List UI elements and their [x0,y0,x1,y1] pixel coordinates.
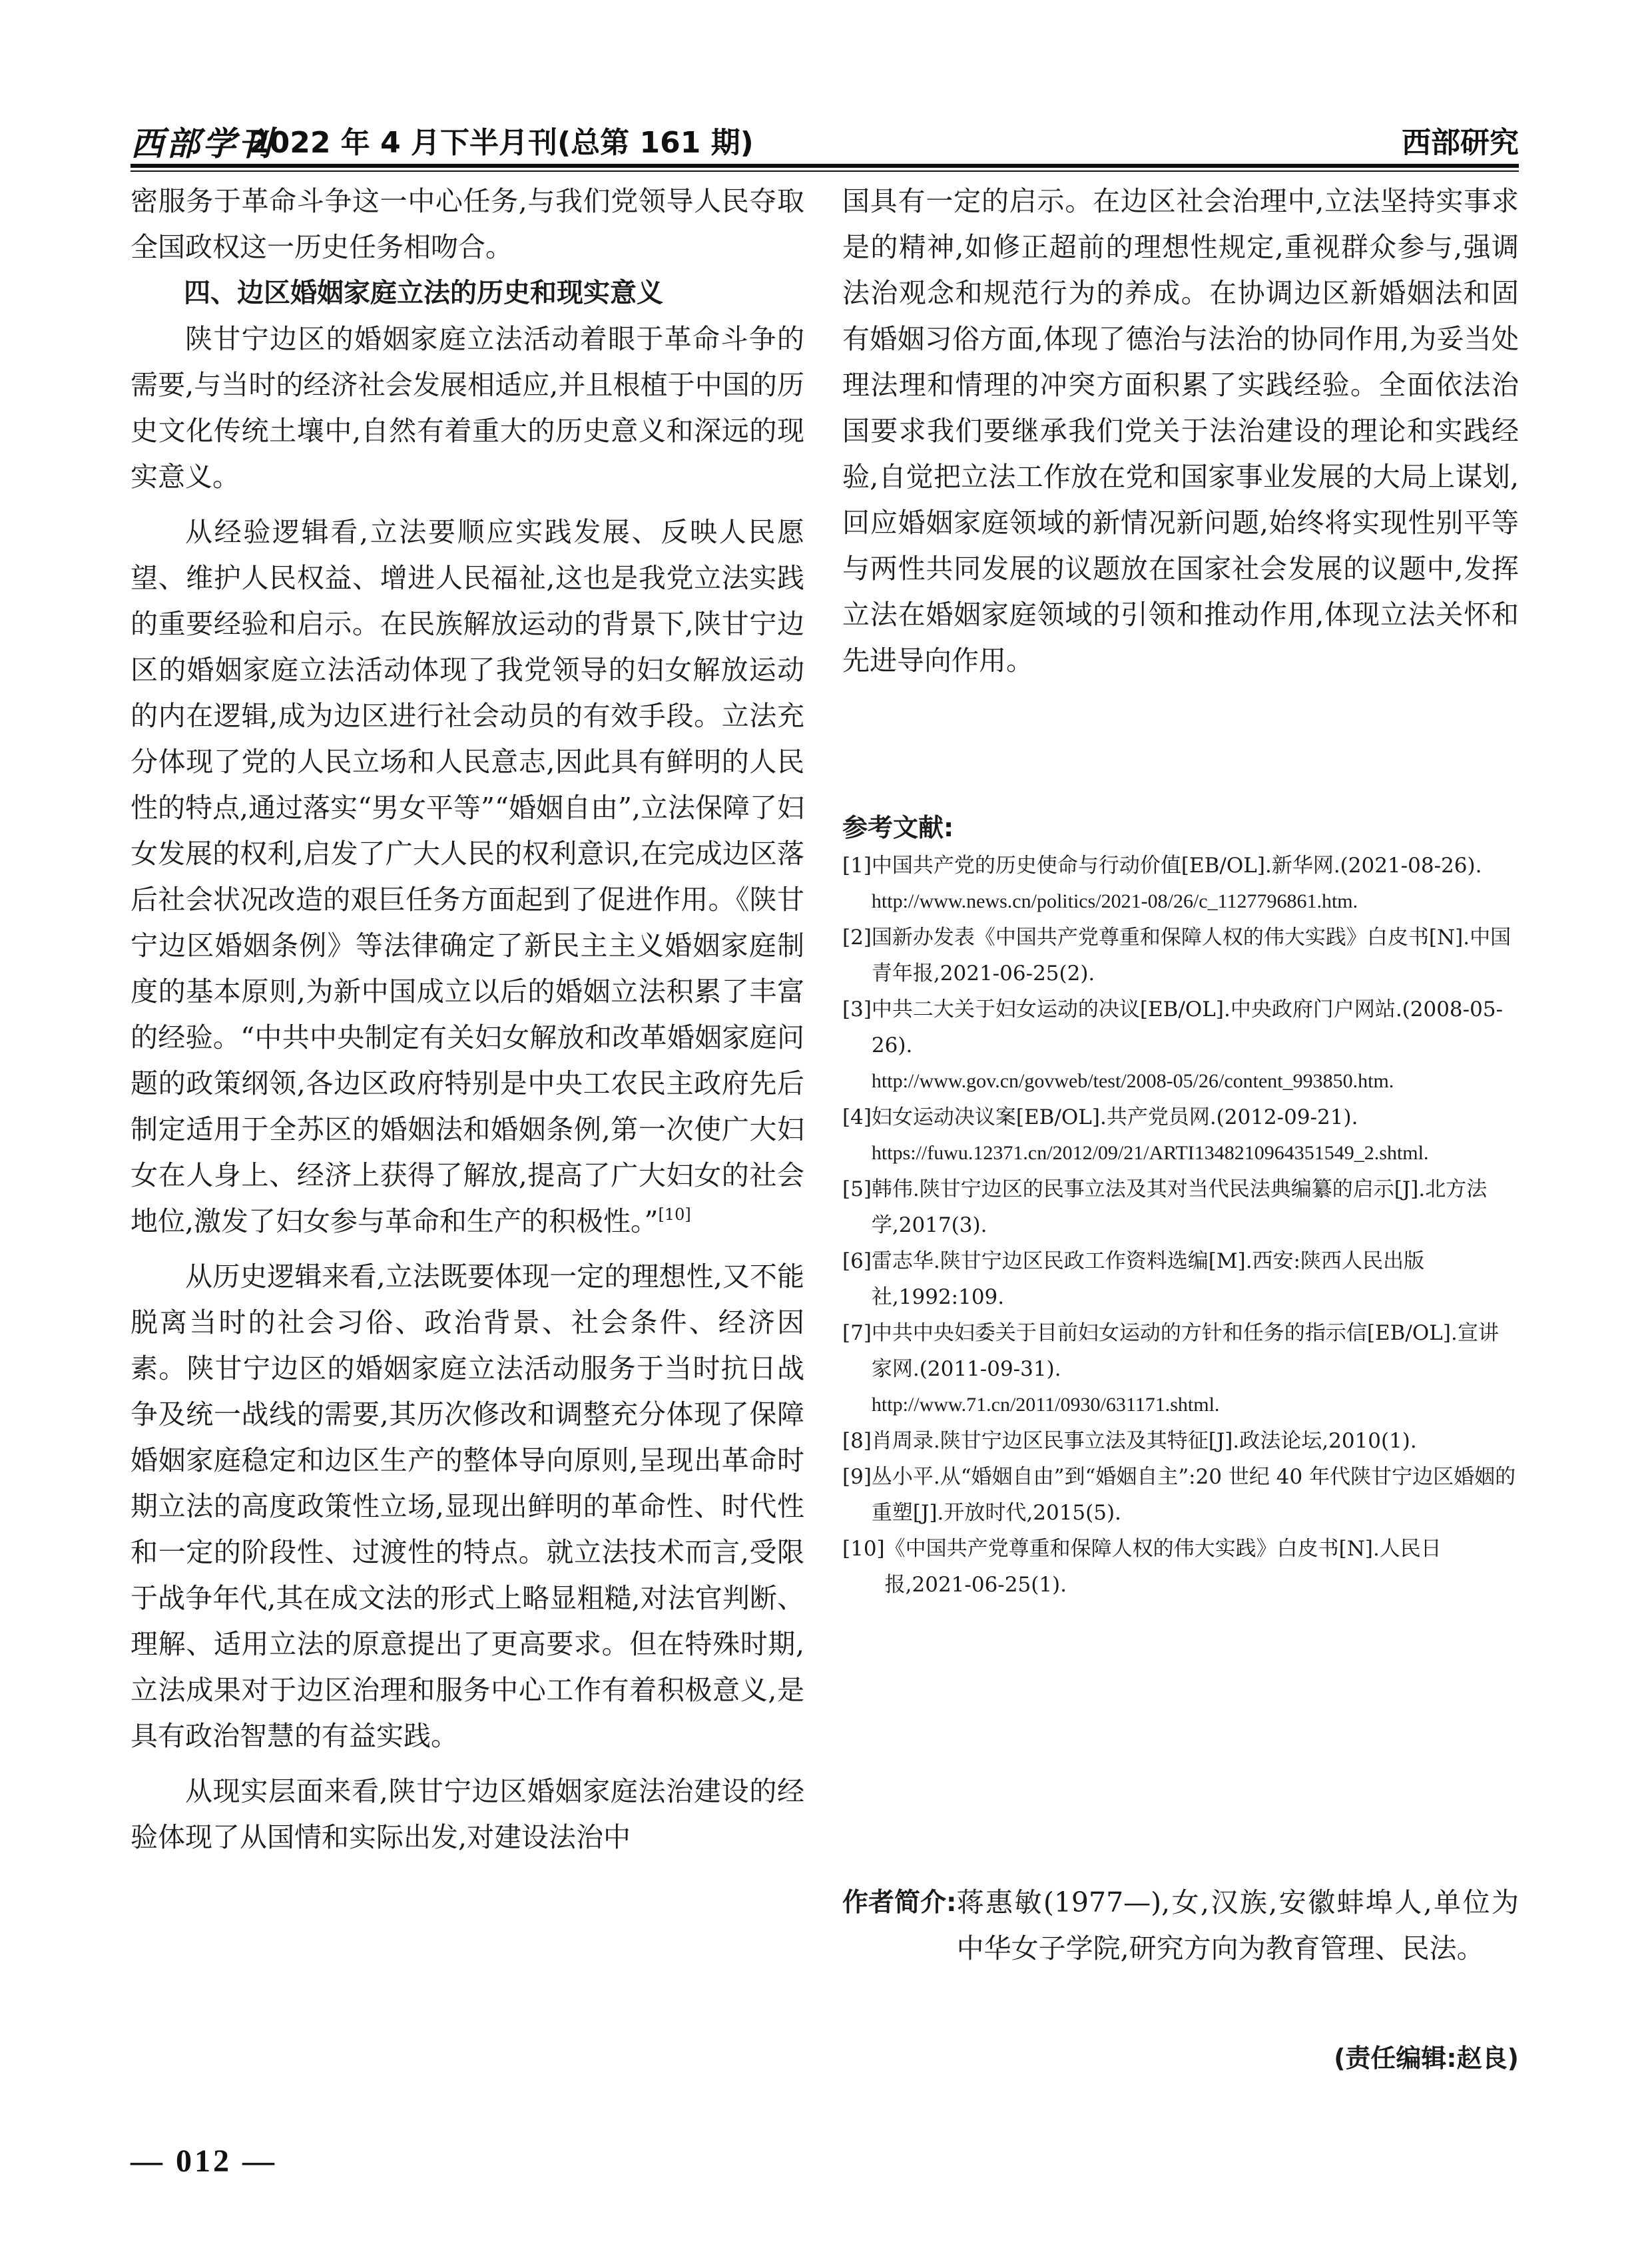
left-column [131,178,804,1860]
reference-item [842,1459,1519,1531]
reference-body [872,991,1519,1099]
reference-body [872,848,1519,920]
issue-info: 2022 年 4 月下半月刊(总第 161 期) [249,126,754,160]
reference-body [872,1099,1519,1171]
reference-number: [8] [842,1429,872,1453]
section-heading: 四、边区婚姻家庭立法的历史和现实意义 [184,278,663,308]
paragraph: 国具有一定的启示。在边区社会治理中,立法坚持实事求是的精神,如修正超前的理想性规定,重视群众参与,强调法治观念和规范行为的养成。在协调边区新婚姻法和固有婚姻习俗方面,体现了德治与法治的协同作用,为妥当处理法理和情理的冲突方面积累了实践经验。全面依法治国要求我们要继承我们党关于法治建设的理论和实践经验,自觉把立法工作放在党和国家事业发展的大局上谋划,回应婚姻家庭领域的新情况新问题,始终将实现性别平等与两性共同发展的议题放在国家社会发展的议题中,发挥立法在婚姻家庭领域的引领和推动作用,体现立法关怀和先进导向作用。 [842,185,1519,677]
author-bio [842,1880,1519,1972]
reference-number: [1] [842,854,872,878]
reference-item [842,1243,1519,1315]
reference-item [842,1531,1519,1603]
reference-body [872,920,1519,991]
author-bio-label: 作者简介: [842,1888,957,1918]
paragraph-text: 从经验逻辑看,立法要顺应实践发展、反映人民愿望、维护人民权益、增进人民福祉,这也是我党立法实践的重要经验和启示。在民族解放运动的背景下,陕甘宁边区的婚姻家庭立法活动体现了我党领导的妇女解放运动的内在逻辑,成为边区进行社会动员的有效手段。立法充分体现了党的人民立场和人民意志,因此具有鲜明的人民性的特点,通过落实“男女平等”“婚姻自由”,立法保障了妇女发展的权利,启发了广大人民的权利意识,在完成边区落后社会状况改造的艰巨任务方面起到了促进作用。《陕甘宁边区婚姻条例》等法律确定了新民主主义婚姻家庭制度的基本原则,为新中国成立以后的婚姻立法积累了丰富的经验。“中共中央制定有关妇女解放和改革婚姻家庭问题的政策纲领,各边区政府特别是中央工农民主政府先后制定适用于全苏区的婚姻法和婚姻条例,第一次使广大妇女在人身上、经济上获得了解放,提高了广大妇女的社会地位,激发了妇女参与革命和生产的积极性。” [131,516,804,1237]
reference-text: 国新办发表《中国共产党尊重和保障人权的伟大实践》白皮书[N].中国青年报,2021-06-25(2). [871,926,1512,985]
reference-body [872,1423,1519,1459]
reference-text: 丛小平.从“婚姻自由”到“婚姻自主”:20 世纪 40 年代陕甘宁边区婚姻的重塑[J].开放时代,2015(5). [871,1465,1516,1525]
section-name: 西部研究 [1402,126,1519,160]
reference-url: http://www.71.cn/2011/0930/631171.shtml. [871,1394,1220,1416]
reference-number: [9] [842,1465,872,1489]
reference-body [872,1315,1519,1423]
reference-number: [3] [842,997,872,1021]
reference-text: 韩伟.陕甘宁边区的民事立法及其对当代民法典编纂的启示[J].北方法学,2017(3). [871,1177,1488,1237]
reference-text: 中共二大关于妇女运动的决议[EB/OL].中央政府门户网站.(2008-05-26). [871,997,1504,1057]
reference-url: http://www.news.cn/politics/2021-08/26/c_1127796861.htm. [871,890,1358,912]
reference-item [842,991,1519,1099]
reference-number: [2] [842,926,872,950]
author-bio-text: 蒋惠敏(1977—),女,汉族,安徽蚌埠人,单位为中华女子学院,研究方向为教育管理、民法。 [956,1886,1519,1964]
reference-item [842,1171,1519,1243]
reference-text: 肖周录.陕甘宁边区民事立法及其特征[J].政法论坛,2010(1). [871,1429,1417,1453]
paragraph [131,509,804,1245]
header-rule [131,164,1519,168]
reference-item [842,920,1519,991]
page-number: — 012 — [131,2143,277,2179]
reference-number: [4] [842,1105,872,1129]
journal-logo: 西部学刊 [131,124,274,163]
running-header [131,115,1519,161]
reference-text: 《中国共产党尊重和保障人权的伟大实践》白皮书[N].人民日报,2021-06-25(1). [884,1537,1442,1597]
header-rule-thin [131,170,1519,172]
reference-url: https://fuwu.12371.cn/2012/09/21/ARTI1348210964351549_2.shtml. [871,1142,1429,1164]
paragraph: 从历史逻辑来看,立法既要体现一定的理想性,又不能脱离当时的社会习俗、政治背景、社会条件、经济因素。陕甘宁边区的婚姻家庭立法活动服务于当时抗日战争及统一战线的需要,其历次修改和调整充分体现了保障婚姻家庭稳定和边区生产的整体导向原则,呈现出革命时期立法的高度政策性立场,显现出鲜明的革命性、时代性和一定的阶段性、过渡性的特点。就立法技术而言,受限于战争年代,其在成文法的形式上略显粗糙,对法官判断、理解、适用立法的原意提出了更高要求。但在特殊时期,立法成果对于边区治理和服务中心工作有着积极意义,是具有政治智慧的有益实践。 [131,1261,804,1752]
reference-number: [6] [842,1249,872,1273]
reference-body [885,1531,1519,1603]
citation-marker: [10] [658,1205,691,1224]
reference-url: http://www.gov.cn/govweb/test/2008-05/26/content_993850.htm. [871,1070,1394,1092]
reference-number: [10] [842,1537,885,1561]
reference-item [842,1315,1519,1423]
reference-body [872,1459,1519,1531]
paragraph: 陕甘宁边区的婚姻家庭立法活动着眼于革命斗争的需要,与当时的经济社会发展相适应,并且根植于中国的历史文化传统土壤中,自然有着重大的历史意义和深远的现实意义。 [131,323,804,493]
reference-body [872,1171,1519,1243]
right-column [842,178,1519,684]
reference-item [842,848,1519,920]
reference-number: [5] [842,1177,872,1201]
reference-text: 雷志华.陕甘宁边区民政工作资料选编[M].西安:陕西人民出版社,1992:109. [871,1249,1425,1309]
reference-number: [7] [842,1321,872,1345]
reference-text: 中共中央妇委关于目前妇女运动的方针和任务的指示信[EB/OL].宣讲家网.(2011-09-31). [871,1321,1499,1381]
reference-item [842,1099,1519,1171]
paragraph: 密服务于革命斗争这一中心任务,与我们党领导人民夺取全国政权这一历史任务相吻合。 [131,185,804,263]
references-title: 参考文献: [842,813,954,842]
reference-body [872,1243,1519,1315]
reference-text: 妇女运动决议案[EB/OL].共产党员网.(2012-09-21). [871,1105,1358,1129]
reference-list [842,848,1519,1603]
paragraph: 从现实层面来看,陕甘宁边区婚姻家庭法治建设的经验体现了从国情和实际出发,对建设法治中 [131,1775,804,1853]
reference-text: 中国共产党的历史使命与行动价值[EB/OL].新华网.(2021-08-26). [871,854,1482,878]
responsible-editor: (责任编辑:赵良) [1334,2044,1519,2073]
reference-item [842,1423,1519,1459]
